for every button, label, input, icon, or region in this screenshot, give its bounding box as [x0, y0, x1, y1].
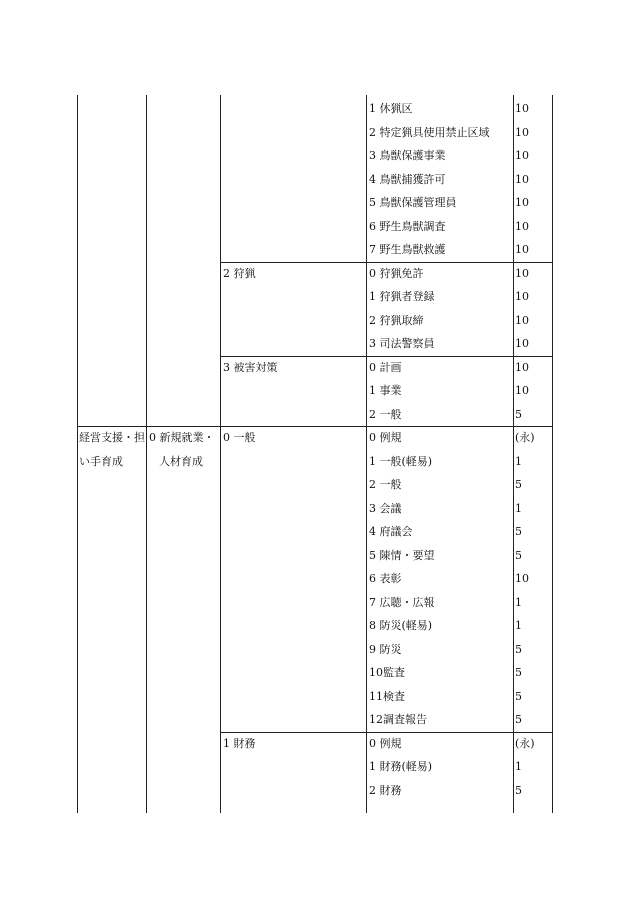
item-cell: 6 野生鳥獣調査 — [369, 219, 446, 233]
item-cell: 5 鳥獣保護管理員 — [369, 196, 457, 209]
column-rule-2 — [220, 95, 221, 813]
group-separator — [77, 426, 552, 427]
retention-cell: 10 — [515, 219, 529, 233]
retention-cell: 1 — [515, 501, 522, 515]
item-cell: 8 防災(軽易) — [369, 619, 433, 632]
item-cell: 3 鳥獣保護事業 — [369, 149, 446, 162]
section-cell: 0 一般 — [223, 431, 256, 444]
item-cell: 0 狩猟免許 — [369, 266, 424, 280]
retention-cell: 10 — [515, 290, 529, 303]
retention-cell: 10 — [515, 243, 529, 256]
retention-cell: 10 — [515, 266, 529, 280]
item-cell: 1 一般(軽易) — [369, 454, 433, 468]
group-separator — [220, 732, 552, 733]
classification-table — [77, 95, 552, 813]
item-cell: 2 一般 — [369, 407, 402, 421]
item-cell: 1 狩猟者登録 — [369, 290, 435, 303]
retention-cell: 1 — [515, 595, 522, 609]
section-cell: 1 財務 — [223, 736, 256, 750]
item-cell: 0 例規 — [369, 431, 402, 444]
retention-cell: 5 — [515, 783, 522, 797]
item-cell: 4 鳥獣捕獲許可 — [369, 172, 446, 186]
item-cell: 10監査 — [369, 666, 405, 679]
item-cell: 2 財務 — [369, 783, 402, 797]
retention-cell: (永) — [515, 736, 535, 750]
section-cell: 3 被害対策 — [223, 360, 278, 374]
item-cell: 0 計画 — [369, 360, 402, 374]
item-cell: 2 狩猟取締 — [369, 313, 424, 327]
section-cell: 2 狩猟 — [223, 266, 256, 280]
retention-cell: 10 — [515, 149, 529, 162]
retention-cell: 5 — [515, 525, 522, 538]
item-cell: 6 表彰 — [369, 572, 402, 585]
item-cell: 0 例規 — [369, 736, 402, 750]
item-cell: 7 広聴・広報 — [369, 595, 435, 609]
category-cell: い手育成 — [79, 454, 123, 468]
retention-cell: 10 — [515, 360, 529, 374]
retention-cell: 5 — [515, 478, 522, 491]
group-separator — [220, 356, 552, 357]
retention-cell: 5 — [515, 407, 522, 421]
retention-cell: 10 — [515, 125, 529, 139]
retention-cell: 1 — [515, 760, 522, 773]
item-cell: 1 財務(軽易) — [369, 760, 433, 773]
item-cell: 4 府議会 — [369, 525, 413, 538]
retention-cell: 10 — [515, 313, 529, 327]
item-cell: 1 事業 — [369, 384, 402, 397]
retention-cell: 10 — [515, 172, 529, 186]
retention-cell: 1 — [515, 619, 522, 632]
category-cell: 経営支援・担 — [79, 431, 145, 444]
item-cell: 7 野生鳥獣救護 — [369, 243, 446, 256]
retention-cell: 10 — [515, 196, 529, 209]
item-cell: 12調査報告 — [369, 713, 427, 726]
column-rule-4 — [513, 95, 514, 813]
item-cell: 11検査 — [369, 689, 405, 703]
retention-cell: 10 — [515, 337, 529, 350]
subcategory-cell: 0 新規就業・ — [149, 431, 215, 444]
item-cell: 9 防災 — [369, 642, 402, 656]
retention-cell: 1 — [515, 454, 522, 468]
item-cell: 3 司法警察員 — [369, 337, 435, 350]
retention-cell: 5 — [515, 713, 522, 726]
retention-cell: 10 — [515, 572, 529, 585]
retention-cell: 10 — [515, 384, 529, 397]
retention-cell: 5 — [515, 548, 522, 562]
subcategory-cell: 人材育成 — [159, 454, 203, 468]
column-rule-5 — [552, 95, 553, 813]
column-rule-3 — [366, 95, 367, 813]
item-cell: 1 休猟区 — [369, 102, 413, 115]
column-rule-0 — [77, 95, 78, 813]
item-cell: 5 陳情・要望 — [369, 548, 435, 562]
retention-cell: 5 — [515, 666, 522, 679]
retention-cell: (永) — [515, 431, 535, 444]
retention-cell: 5 — [515, 642, 522, 656]
retention-cell: 10 — [515, 102, 529, 115]
column-rule-1 — [146, 95, 147, 813]
group-separator — [220, 262, 552, 263]
retention-cell: 5 — [515, 689, 522, 703]
item-cell: 2 特定猟具使用禁止区域 — [369, 125, 490, 139]
item-cell: 3 会議 — [369, 501, 402, 515]
item-cell: 2 一般 — [369, 478, 402, 491]
